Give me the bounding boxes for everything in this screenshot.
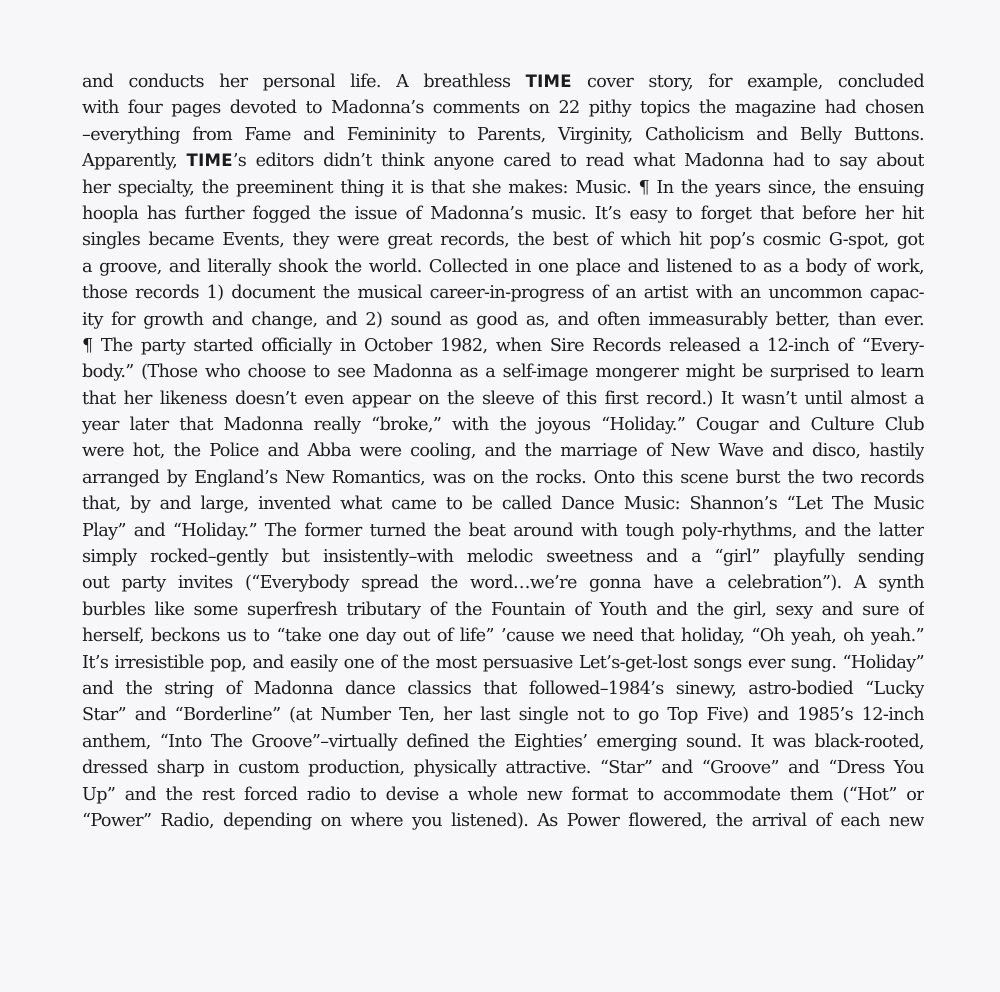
text-segment: year later that Madonna really “broke,” with the joyous “Holiday.” Cougar and Culture Club: [82, 415, 924, 436]
text-line: [82, 518, 924, 544]
text-segment: out party invites (“Everybody spread the word…we’re gonna have a celebration”). A synth: [82, 573, 924, 594]
text-segment: with four pages devoted to Madonna’s comments on 22 pithy topics the magazine had chosen: [82, 98, 924, 119]
text-segment: and the string of Madonna dance classics that followed–1984’s sinewy, astro-bodied “Lucky: [82, 678, 924, 699]
text-line: [82, 782, 924, 808]
text-segment: hoopla has further fogged the issue of Madonna’s music. It’s easy to forget that before her hit: [82, 203, 924, 224]
text-line: [82, 465, 924, 491]
text-segment: Apparently,: [82, 151, 187, 172]
text-line: [82, 280, 924, 306]
text-line: [82, 122, 924, 148]
text-line: [82, 386, 924, 412]
text-line: [82, 676, 924, 702]
article-body: [82, 69, 924, 834]
text-segment: body.” (Those who choose to see Madonna as a self-image mongerer might be surprised to learn: [82, 362, 924, 383]
magazine-logo: TIME: [186, 151, 233, 171]
text-segment: ity for growth and change, and 2) sound as good as, and often immeasurably better, than ever.: [82, 309, 924, 330]
text-segment: It’s irresistible pop, and easily one of the most persuasive Let’s-get-lost songs ever sung. “Holiday”: [82, 652, 924, 673]
text-line: [82, 597, 924, 623]
text-line: [82, 438, 924, 464]
text-segment: burbles like some superfresh tributary of the Fountain of Youth and the girl, sexy and sure of: [82, 599, 924, 620]
text-line: [82, 650, 924, 676]
text-segment: were hot, the Police and Abba were cooling, and the marriage of New Wave and disco, hastily: [82, 441, 924, 462]
text-segment: cover story, for example, concluded: [571, 72, 924, 92]
text-segment: simply rocked–gently but insistently–with melodic sweetness and a “girl” playfully sending: [82, 547, 924, 568]
text-line: [82, 175, 924, 201]
text-segment: Star” and “Borderline” (at Number Ten, her last single not to go Top Five) and 1985’s 12-inch: [82, 705, 924, 726]
text-segment: Up” and the rest forced radio to devise a whole new format to accommodate them (“Hot” or: [82, 784, 924, 805]
text-line: [82, 729, 924, 755]
magazine-logo: TIME: [525, 72, 572, 91]
text-segment: and conducts her personal life. A breathless: [82, 72, 526, 92]
text-line: [82, 333, 924, 359]
text-segment: arranged by England’s New Romantics, was on the rocks. Onto this scene burst the two records: [82, 467, 924, 488]
text-segment: –everything from Fame and Femininity to Parents, Virginity, Catholicism and Belly Buttons.: [82, 124, 924, 145]
text-segment: ¶ The party started officially in October 1982, when Sire Records released a 12-inch of “Every-: [82, 335, 924, 356]
text-segment: a groove, and literally shook the world. Collected in one place and listened to as a body of work,: [82, 256, 924, 277]
text-line: [82, 69, 924, 95]
text-line: [82, 491, 924, 517]
text-line: [82, 359, 924, 385]
text-segment: Play” and “Holiday.” The former turned the beat around with tough poly-rhythms, and the latter: [82, 520, 924, 541]
text-segment: her specialty, the preeminent thing it is that she makes: Music. ¶ In the years since, the ensuing: [82, 177, 924, 198]
text-segment: ’s editors didn’t think anyone cared to read what Madonna had to say about: [232, 151, 924, 172]
text-line: [82, 702, 924, 728]
text-segment: herself, beckons us to “take one day out of life” ’cause we need that holiday, “Oh yeah, oh yeah.”: [82, 626, 924, 647]
text-line: [82, 95, 924, 121]
text-line: [82, 570, 924, 596]
text-line: [82, 544, 924, 570]
text-line: [82, 307, 924, 333]
text-segment: that, by and large, invented what came to be called Dance Music: Shannon’s “Let The Music: [82, 494, 924, 515]
text-line: [82, 201, 924, 227]
text-segment: singles became Events, they were great records, the best of which hit pop’s cosmic G-spot, got: [82, 230, 924, 251]
text-line: [82, 623, 924, 649]
text-line: [82, 254, 924, 280]
text-line: [82, 755, 924, 781]
text-line: [82, 148, 924, 174]
text-segment: dressed sharp in custom production, physically attractive. “Star” and “Groove” and “Dress You: [82, 758, 924, 779]
text-segment: anthem, “Into The Groove”–virtually defined the Eighties’ emerging sound. It was black-rooted,: [82, 731, 924, 752]
text-line: [82, 412, 924, 438]
text-segment: “Power” Radio, depending on where you listened). As Power flowered, the arrival of each new: [82, 810, 924, 831]
text-line: [82, 227, 924, 253]
text-segment: that her likeness doesn’t even appear on the sleeve of this first record.) It wasn’t until almost a: [82, 388, 924, 409]
text-line: [82, 808, 924, 834]
text-segment: those records 1) document the musical career-in-progress of an artist with an uncommon capac-: [82, 283, 924, 304]
